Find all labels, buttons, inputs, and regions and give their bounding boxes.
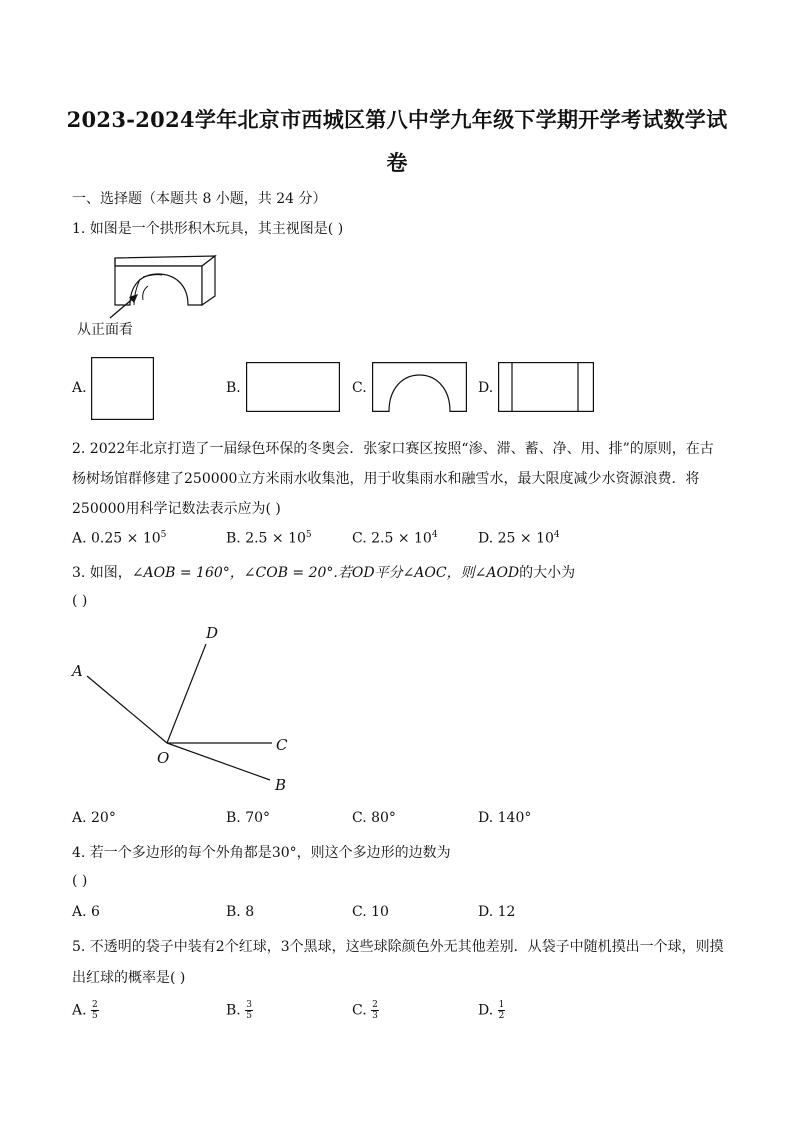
question-4-prefix: 4. 若一个多边形的每个外角都是 <box>72 845 272 861</box>
q4-option-a[interactable]: A. 6 <box>72 904 100 920</box>
q5-option-d[interactable] <box>478 1000 505 1021</box>
q5-option-b-numerator: 3 <box>246 1000 252 1010</box>
question-3-suffix: 的大小为 <box>519 565 576 581</box>
q2-option-b-label: B. <box>226 530 241 547</box>
q2-option-d-exponent: 4 <box>553 530 560 540</box>
q1-option-c-figure <box>372 362 467 412</box>
q5-option-c-denominator: 3 <box>372 1011 378 1021</box>
question-5-line-1: 5. 不透明的袋子中装有2个红球，3个黑球，这些球除颜色外无其他差别．从袋子中随机摸出一个球，则摸 <box>72 939 724 955</box>
q3-option-d[interactable]: D. 140° <box>478 810 532 826</box>
q5-option-a-label: A. <box>72 1002 87 1019</box>
q5-option-a-fraction <box>91 1000 99 1021</box>
q3-option-c[interactable]: C. 80° <box>352 810 396 826</box>
q2-option-c-mantissa: 2.5 × 10 <box>371 530 432 547</box>
point-a-label: A <box>72 662 83 680</box>
point-c-label: C <box>276 736 288 754</box>
question-4-angle: 30° <box>271 845 297 861</box>
point-o-label: O <box>157 749 170 767</box>
q1-option-b-label[interactable]: B. <box>226 380 241 396</box>
q5-option-c-label: C. <box>352 1002 367 1019</box>
q4-option-d[interactable]: D. 12 <box>478 904 516 920</box>
q3-option-a[interactable]: A. 20° <box>72 810 116 826</box>
q5-option-c[interactable] <box>352 1000 379 1021</box>
q2-option-d-mantissa: 25 × 10 <box>497 530 554 547</box>
q2-option-a-exponent: 5 <box>160 530 167 540</box>
q2-option-b-mantissa: 2.5 × 10 <box>245 530 306 547</box>
q5-option-a[interactable] <box>72 1000 99 1021</box>
question-3-line-2: ( ) <box>72 593 88 609</box>
q2-option-a-label: A. <box>72 530 87 547</box>
q5-option-b-label: B. <box>226 1002 241 1019</box>
question-3-line-1 <box>72 562 575 582</box>
q5-option-a-denominator: 5 <box>92 1011 98 1021</box>
question-4-line-1 <box>72 842 451 862</box>
q1-option-b-figure <box>246 362 340 412</box>
question-4-line-2: ( ) <box>72 873 88 889</box>
question-4-suffix: ，则这个多边形的边数为 <box>296 845 451 861</box>
q5-option-a-numerator: 2 <box>92 1000 98 1010</box>
q2-option-b[interactable] <box>226 530 312 547</box>
page-title-line-1: 2023-2024学年北京市西城区第八中学九年级下学期开学考试数学试 <box>66 107 728 132</box>
question-2-line-1: 2. 2022年北京打造了一届绿色环保的冬奥会．张家口赛区按照“渗、滞、蓄、净、用、排”的原则，在古 <box>72 441 714 457</box>
question-1-text: 1. 如图是一个拱形积木玩具，其主视图是( ) <box>72 221 344 237</box>
ray-oa <box>87 676 167 743</box>
q1-option-d-label[interactable]: D. <box>478 380 494 396</box>
q5-option-b-fraction <box>245 1000 253 1021</box>
ray-od <box>167 644 206 743</box>
point-d-label: D <box>206 624 219 642</box>
arch-block-front-face <box>115 266 202 305</box>
angle-figure <box>60 620 300 800</box>
q5-option-b[interactable] <box>226 1000 253 1021</box>
q2-option-c[interactable] <box>352 530 438 547</box>
question-3-condition: ∠AOB = 160°，∠COB = 20°.若OD平分∠AOC，则∠AOD <box>131 565 520 581</box>
ray-ob <box>167 743 270 780</box>
q2-option-d[interactable] <box>478 530 560 547</box>
q5-option-d-numerator: 1 <box>498 1000 505 1010</box>
q4-option-c[interactable]: C. 10 <box>352 904 389 920</box>
q2-option-c-exponent: 4 <box>431 530 438 540</box>
view-direction-label: 从正面看 <box>77 322 133 338</box>
q1-option-a-figure <box>91 357 154 420</box>
question-5-line-2: 出红球的概率是( ) <box>72 970 186 986</box>
q5-option-c-numerator: 2 <box>372 1000 378 1010</box>
q5-option-d-fraction <box>498 1000 506 1021</box>
q5-option-d-denominator: 2 <box>498 1011 505 1021</box>
arch-block-top-face <box>115 256 215 266</box>
question-2-line-3: 250000用科学记数法表示应为( ) <box>72 501 281 517</box>
q2-option-c-label: C. <box>352 530 367 547</box>
q5-option-c-fraction <box>371 1000 379 1021</box>
q2-option-d-label: D. <box>478 530 494 547</box>
q2-option-a[interactable] <box>72 530 166 547</box>
section-heading: 一、选择题（本题共 8 小题，共 24 分） <box>72 191 327 207</box>
point-b-label: B <box>275 776 287 794</box>
page-title-line-2: 卷 <box>386 150 408 175</box>
q5-option-b-denominator: 5 <box>246 1011 252 1021</box>
q2-option-a-mantissa: 0.25 × 10 <box>91 530 161 547</box>
q1-option-a-label[interactable]: A. <box>72 380 87 396</box>
q1-option-d-figure <box>498 362 594 412</box>
question-3-prefix: 3. 如图， <box>72 565 132 581</box>
q5-option-d-label: D. <box>478 1002 494 1019</box>
q1-option-c-label[interactable]: C. <box>352 380 367 396</box>
question-2-line-2: 杨树场馆群修建了250000立方米雨水收集池，用于收集雨水和融雪水，最大限度减少水资源浪费．将 <box>72 471 700 487</box>
q2-option-b-exponent: 5 <box>305 530 312 540</box>
q4-option-b[interactable]: B. 8 <box>226 904 255 920</box>
q3-option-b[interactable]: B. 70° <box>226 810 271 826</box>
